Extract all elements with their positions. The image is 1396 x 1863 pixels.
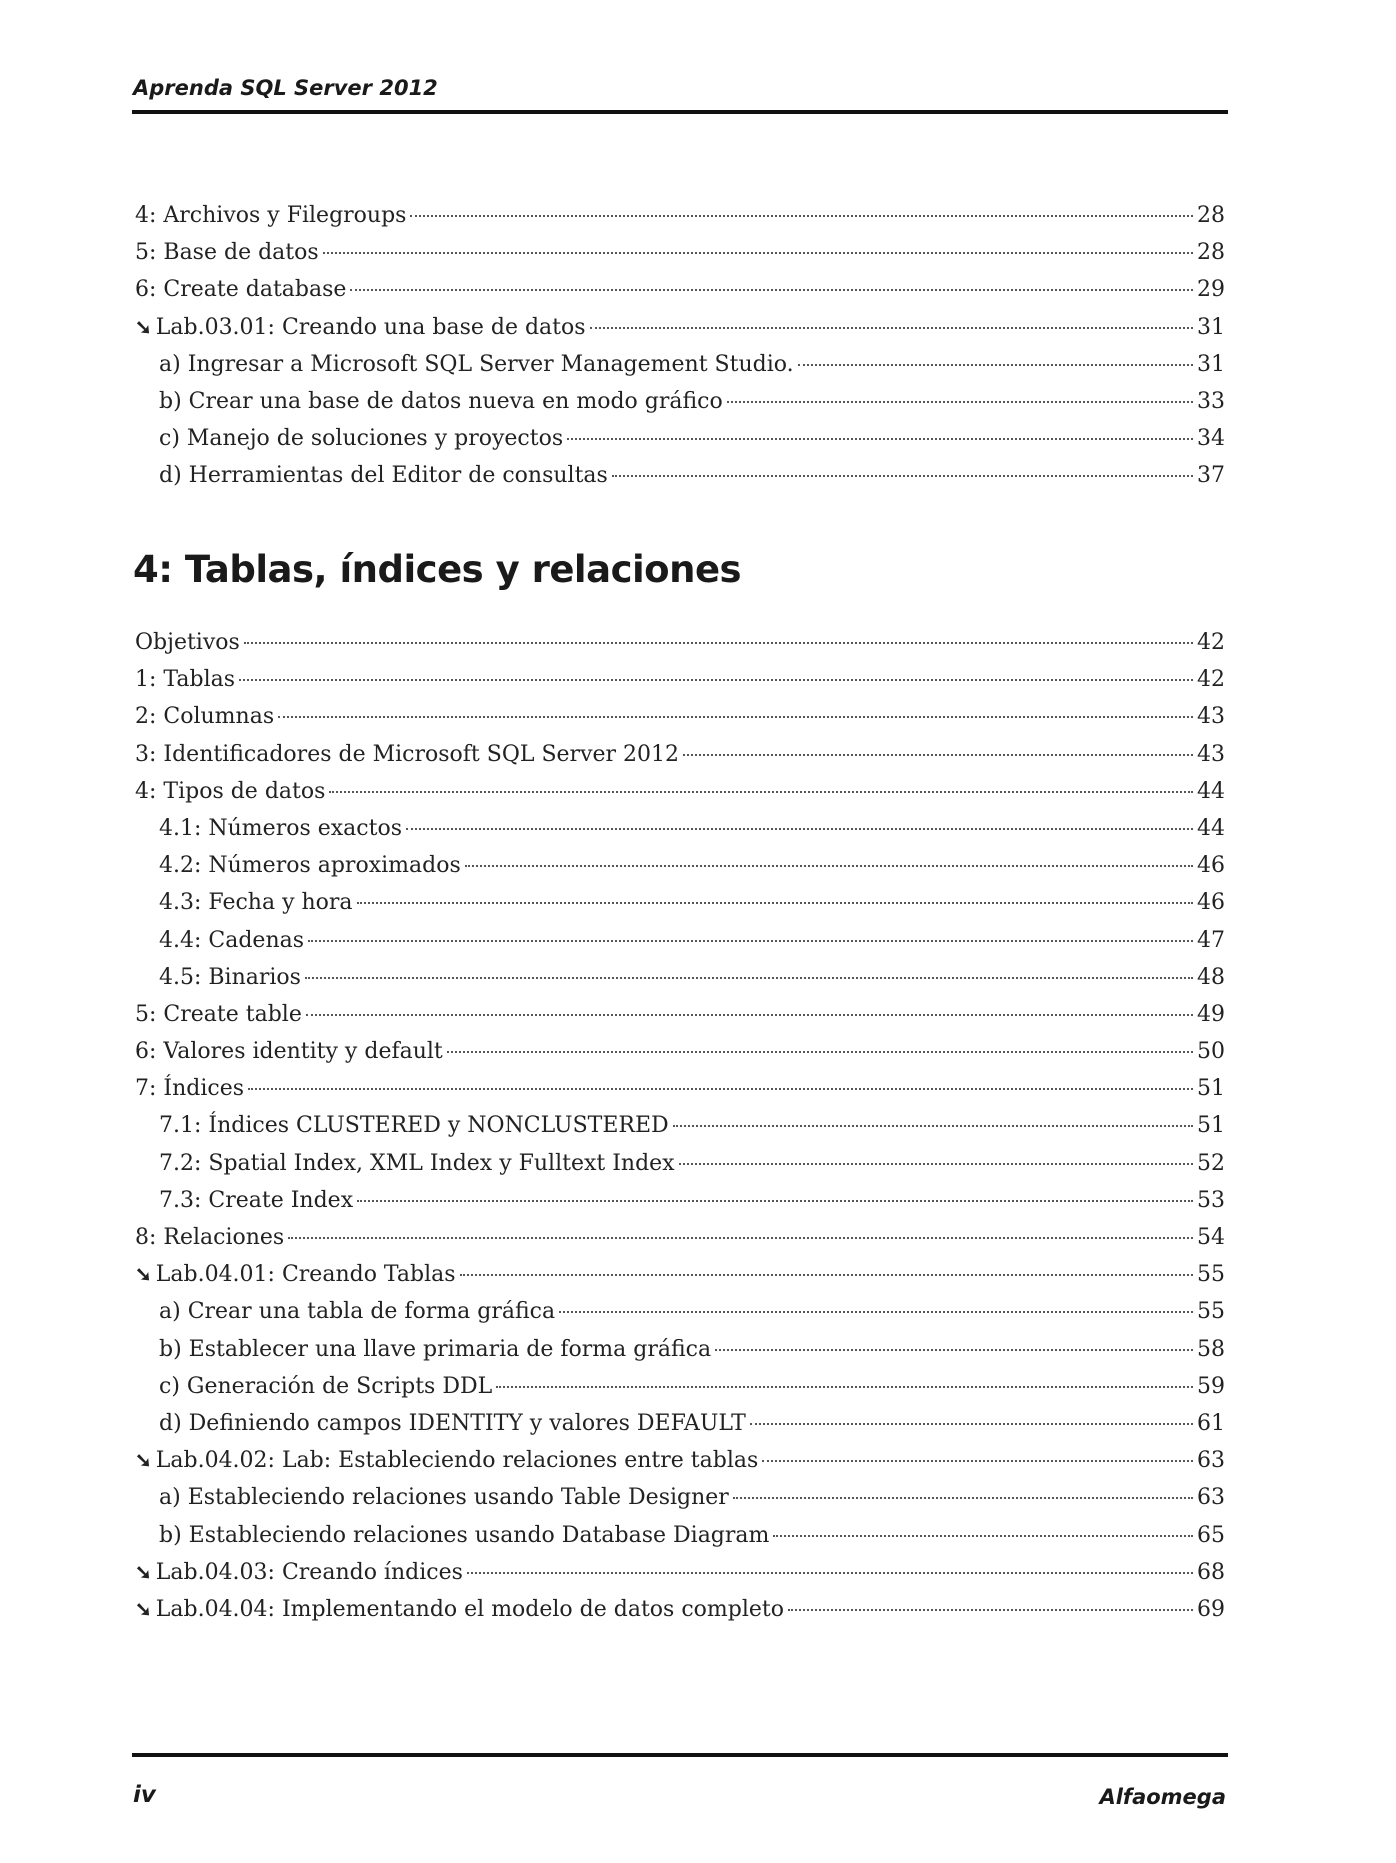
toc-entry[interactable] [135, 352, 1225, 389]
toc-entry-label: 5: Base de datos [135, 240, 319, 266]
toc-entry[interactable] [135, 890, 1225, 927]
dot-leader [465, 865, 1193, 867]
toc-entry-page: 68 [1197, 1559, 1225, 1585]
toc-entry-label: a) Estableciendo relaciones usando Table Designer [159, 1485, 729, 1511]
arrow-down-right-icon: ➘ [135, 1559, 152, 1584]
toc-entry-page: 42 [1197, 630, 1225, 655]
page-number: iv [133, 1782, 156, 1808]
dot-leader [496, 1386, 1193, 1388]
toc-entry-page: 31 [1197, 351, 1225, 377]
dot-leader [467, 1572, 1193, 1574]
toc-entry[interactable] [135, 1337, 1225, 1374]
toc-entry[interactable] [135, 853, 1225, 890]
toc-entry-page: 44 [1197, 815, 1225, 841]
dot-leader [679, 1163, 1193, 1165]
toc-entry-label: c) Manejo de soluciones y proyectos [159, 426, 564, 452]
dot-leader [410, 215, 1193, 217]
dot-leader [683, 754, 1193, 756]
toc-entry-label: Objetivos [135, 630, 240, 655]
toc-entry-label: 4: Tipos de datos [135, 778, 326, 804]
toc-entry-label: 3: Identificadores de Microsoft SQL Server 2012 [135, 741, 680, 767]
toc-entry[interactable] [135, 1299, 1225, 1336]
dot-leader [590, 327, 1193, 329]
toc-entry-label: 4: Archivos y Filegroups [135, 203, 407, 228]
arrow-down-right-icon: ➘ [135, 1262, 152, 1287]
dot-leader [612, 475, 1193, 477]
toc-entry-label: a) Ingresar a Microsoft SQL Server Management Studio. [159, 351, 794, 377]
toc-entry-page: 51 [1197, 1113, 1225, 1139]
toc-entry-label: 7.3: Create Index [159, 1187, 354, 1213]
toc-entry-page: 46 [1197, 853, 1225, 879]
dot-leader [447, 1051, 1193, 1053]
toc-entry[interactable] [135, 1225, 1225, 1262]
toc-entry-label: b) Crear una base de datos nueva en modo gráfico [159, 388, 723, 414]
toc-entry-page: 46 [1197, 890, 1225, 916]
publisher-name: Alfaomega [1099, 1785, 1226, 1809]
toc-entry-label: Lab.04.04: Implementando el modelo de datos completo [155, 1596, 784, 1622]
toc-entry[interactable] [135, 742, 1225, 779]
toc-entry[interactable] [135, 1188, 1225, 1225]
toc-entry-page: 65 [1197, 1522, 1225, 1548]
dot-leader [406, 828, 1193, 830]
toc-entry[interactable] [135, 1002, 1225, 1039]
dot-leader [559, 1311, 1193, 1313]
toc-entry-page: 42 [1197, 667, 1225, 693]
toc-lab-entry[interactable] [135, 315, 1225, 352]
toc-entry-page: 31 [1197, 314, 1225, 340]
toc-entry-label: 8: Relaciones [135, 1225, 285, 1250]
toc-entry[interactable] [135, 463, 1225, 500]
toc-entry[interactable] [135, 1523, 1225, 1560]
arrow-down-right-icon: ➘ [135, 314, 152, 339]
toc-entry-page: 47 [1197, 927, 1225, 953]
toc-entry-page: 33 [1197, 388, 1225, 414]
toc-entry[interactable] [135, 1411, 1225, 1448]
toc-section-chapter-4 [135, 630, 1225, 1634]
toc-entry-label: 7: Índices [135, 1076, 245, 1102]
header-rule [132, 110, 1228, 114]
toc-entry-label: d) Herramientas del Editor de consultas [159, 463, 608, 489]
toc-entry-label: c) Generación de Scripts DDL [159, 1373, 493, 1399]
toc-entry-label: 1: Tablas [135, 667, 236, 693]
dot-leader [750, 1423, 1193, 1425]
toc-entry-page: 63 [1197, 1485, 1225, 1511]
toc-entry-page: 55 [1197, 1262, 1225, 1288]
toc-entry-page: 63 [1197, 1448, 1225, 1474]
toc-lab-entry[interactable] [135, 1262, 1225, 1299]
toc-entry[interactable] [135, 928, 1225, 965]
toc-entry[interactable] [135, 1113, 1225, 1150]
dot-leader [357, 1200, 1193, 1202]
toc-entry-label: 4.3: Fecha y hora [159, 890, 353, 916]
toc-lab-entry[interactable] [135, 1560, 1225, 1597]
toc-entry-label: a) Crear una tabla de forma gráfica [159, 1299, 556, 1325]
toc-entry-page: 54 [1197, 1225, 1225, 1250]
toc-section-continued [135, 203, 1225, 501]
toc-entry-page: 37 [1197, 463, 1225, 489]
toc-entry-label: b) Establecer una llave primaria de forma gráfica [159, 1336, 712, 1362]
dot-leader [357, 902, 1193, 904]
dot-leader [323, 252, 1193, 254]
toc-entry-label: Lab.04.03: Creando índices [155, 1559, 463, 1585]
toc-entry-page: 34 [1197, 426, 1225, 452]
toc-entry-label: 5: Create table [135, 1001, 302, 1027]
toc-entry-label: Lab.03.01: Creando una base de datos [155, 314, 586, 340]
dot-leader [567, 438, 1193, 440]
toc-entry-page: 51 [1197, 1076, 1225, 1102]
dot-leader [350, 289, 1193, 291]
toc-entry-label: 4.2: Números aproximados [159, 853, 461, 879]
dot-leader [798, 364, 1193, 366]
toc-lab-entry[interactable] [135, 1597, 1225, 1634]
toc-entry[interactable] [135, 704, 1225, 741]
toc-entry[interactable] [135, 667, 1225, 704]
dot-leader [762, 1460, 1193, 1462]
toc-entry-label: Lab.04.02: Lab: Estableciendo relaciones entre tablas [155, 1448, 759, 1474]
toc-entry[interactable] [135, 1039, 1225, 1076]
dot-leader [788, 1609, 1193, 1611]
toc-entry-label: d) Definiendo campos IDENTITY y valores DEFAULT [159, 1410, 746, 1436]
toc-entry[interactable] [135, 1151, 1225, 1188]
dot-leader [239, 679, 1193, 681]
arrow-down-right-icon: ➘ [135, 1448, 152, 1473]
toc-entry[interactable] [135, 1485, 1225, 1522]
dot-leader [460, 1274, 1193, 1276]
running-header: Aprenda SQL Server 2012 [133, 76, 438, 100]
toc-entry[interactable] [135, 389, 1225, 426]
toc-entry-label: b) Estableciendo relaciones usando Database Diagram [159, 1522, 770, 1548]
footer-rule [132, 1753, 1228, 1757]
dot-leader [715, 1349, 1193, 1351]
toc-entry[interactable] [135, 816, 1225, 853]
toc-entry-label: 7.1: Índices CLUSTERED y NONCLUSTERED [159, 1113, 669, 1139]
dot-leader [244, 642, 1193, 644]
toc-entry-label: 4.1: Números exactos [159, 815, 402, 841]
toc-entry-page: 28 [1197, 203, 1225, 228]
toc-entry-page: 61 [1197, 1410, 1225, 1436]
toc-entry-page: 29 [1197, 277, 1225, 303]
toc-entry[interactable] [135, 277, 1225, 314]
toc-entry[interactable] [135, 1076, 1225, 1113]
toc-entry[interactable] [135, 630, 1225, 667]
toc-entry-label: 2: Columnas [135, 704, 275, 730]
toc-entry-page: 58 [1197, 1336, 1225, 1362]
toc-entry[interactable] [135, 779, 1225, 816]
toc-entry-label: Lab.04.01: Creando Tablas [155, 1262, 456, 1288]
dot-leader [278, 716, 1193, 718]
toc-entry-page: 43 [1197, 704, 1225, 730]
dot-leader [773, 1535, 1193, 1537]
dot-leader [305, 977, 1193, 979]
toc-entry-page: 50 [1197, 1039, 1225, 1065]
toc-entry-page: 28 [1197, 240, 1225, 266]
arrow-down-right-icon: ➘ [135, 1596, 152, 1621]
dot-leader [288, 1237, 1193, 1239]
toc-entry-page: 48 [1197, 964, 1225, 990]
toc-entry-label: 4.4: Cadenas [159, 927, 305, 953]
toc-entry-page: 44 [1197, 778, 1225, 804]
toc-entry-page: 59 [1197, 1373, 1225, 1399]
toc-entry-label: 4.5: Binarios [159, 964, 301, 990]
toc-entry-label: 6: Create database [135, 277, 347, 303]
dot-leader [673, 1125, 1193, 1127]
dot-leader [308, 940, 1193, 942]
toc-entry-page: 53 [1197, 1187, 1225, 1213]
dot-leader [248, 1088, 1193, 1090]
dot-leader [727, 401, 1193, 403]
toc-entry[interactable] [135, 203, 1225, 240]
toc-entry-label: 6: Valores identity y default [135, 1039, 443, 1065]
toc-lab-entry[interactable] [135, 1448, 1225, 1485]
dot-leader [306, 1014, 1193, 1016]
toc-entry-page: 52 [1197, 1150, 1225, 1176]
toc-entry[interactable] [135, 965, 1225, 1002]
dot-leader [329, 791, 1193, 793]
toc-entry-page: 49 [1197, 1001, 1225, 1027]
toc-entry-label: 7.2: Spatial Index, XML Index y Fulltext Index [159, 1150, 675, 1176]
toc-entry-page: 43 [1197, 741, 1225, 767]
toc-entry[interactable] [135, 240, 1225, 277]
toc-entry-page: 55 [1197, 1299, 1225, 1325]
toc-entry-page: 69 [1197, 1596, 1225, 1622]
toc-entry[interactable] [135, 426, 1225, 463]
chapter-title: 4: Tablas, índices y relaciones [133, 548, 742, 591]
dot-leader [733, 1497, 1193, 1499]
toc-entry[interactable] [135, 1374, 1225, 1411]
